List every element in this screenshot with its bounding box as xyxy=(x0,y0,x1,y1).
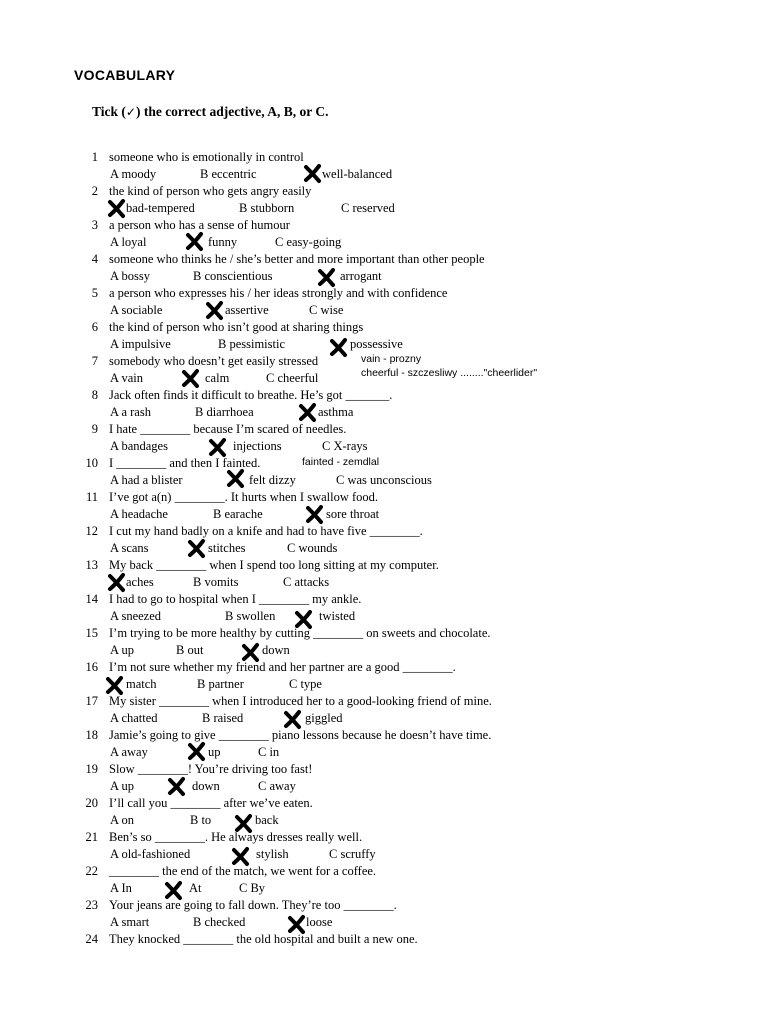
option-a[interactable]: A had a blister xyxy=(110,473,183,487)
option-a[interactable]: A scans xyxy=(110,541,149,555)
cross-mark-icon xyxy=(190,541,203,556)
question-number: 6 xyxy=(91,320,98,334)
option-b[interactable]: stylish xyxy=(256,847,289,861)
cross-mark-icon xyxy=(237,816,250,831)
question-text: I had to go to hospital when I ________ my ankle. xyxy=(109,592,362,606)
option-b[interactable]: B partner xyxy=(197,677,244,691)
option-c[interactable]: C cheerful xyxy=(266,371,319,385)
question-number: 13 xyxy=(85,558,98,572)
option-b[interactable]: B conscientious xyxy=(193,269,273,283)
cross-mark-icon xyxy=(110,575,123,590)
cross-mark-icon xyxy=(290,917,303,932)
option-a[interactable]: A up xyxy=(110,779,134,793)
option-b[interactable]: B eccentric xyxy=(200,167,257,181)
question-text: someone who is emotionally in control xyxy=(109,150,304,164)
option-b[interactable]: B checked xyxy=(193,915,246,929)
cross-mark-icon xyxy=(301,405,314,420)
question-number: 3 xyxy=(91,218,98,232)
option-b[interactable]: At xyxy=(189,881,202,895)
cross-mark-icon xyxy=(170,779,183,794)
cross-mark-icon xyxy=(234,849,247,864)
option-c[interactable]: C easy-going xyxy=(275,235,342,249)
note-fainted: fainted - zemdlal xyxy=(302,456,380,468)
option-b[interactable]: stitches xyxy=(208,541,246,555)
option-c[interactable]: possessive xyxy=(350,337,403,351)
cross-mark-icon xyxy=(167,883,180,898)
cross-mark-icon xyxy=(184,371,197,386)
cross-mark-icon xyxy=(190,744,203,759)
option-b[interactable]: B stubborn xyxy=(239,201,295,215)
option-b[interactable]: funny xyxy=(208,235,238,249)
cross-mark-icon xyxy=(286,712,299,727)
option-c[interactable]: C wounds xyxy=(287,541,338,555)
option-c[interactable]: giggled xyxy=(305,711,343,725)
option-c[interactable]: sore throat xyxy=(326,507,380,521)
question-number: 23 xyxy=(85,898,98,912)
question-number: 12 xyxy=(85,524,98,538)
option-c[interactable]: C reserved xyxy=(341,201,395,215)
option-a[interactable]: A smart xyxy=(110,915,150,929)
question-text: I cut my hand badly on a knife and had to have five ________. xyxy=(109,524,423,538)
option-c[interactable]: C type xyxy=(289,677,322,691)
option-a[interactable]: A bossy xyxy=(110,269,150,283)
question-number: 14 xyxy=(85,592,98,606)
question-text: the kind of person who isn’t good at sharing things xyxy=(109,320,364,334)
option-a[interactable]: A moody xyxy=(110,167,157,181)
option-b[interactable]: B to xyxy=(190,813,212,827)
option-b[interactable]: B vomits xyxy=(193,575,239,589)
option-b[interactable]: felt dizzy xyxy=(249,473,296,487)
option-a[interactable]: A on xyxy=(110,813,134,827)
question-text: Your jeans are going to fall down. They’re too ________. xyxy=(109,898,397,912)
question-number: 18 xyxy=(85,728,98,742)
option-a[interactable]: A bandages xyxy=(110,439,168,453)
option-c[interactable]: C By xyxy=(239,881,266,895)
question-text: My sister ________ when I introduced her to a good-looking friend of mine. xyxy=(109,694,492,708)
option-a[interactable]: A sneezed xyxy=(110,609,162,623)
question-number: 17 xyxy=(85,694,98,708)
option-a[interactable]: A old-fashioned xyxy=(110,847,191,861)
option-b[interactable]: injections xyxy=(233,439,282,453)
option-b[interactable]: B raised xyxy=(202,711,244,725)
option-b[interactable]: B pessimistic xyxy=(218,337,286,351)
option-a[interactable]: A In xyxy=(110,881,132,895)
option-b[interactable]: down xyxy=(192,779,220,793)
question-text: a person who has a sense of humour xyxy=(109,218,290,232)
question-text: I ________ and then I fainted. xyxy=(109,456,261,470)
option-a[interactable]: A chatted xyxy=(110,711,158,725)
cross-mark-icon xyxy=(208,303,221,318)
question-text: My back ________ when I spend too long sitting at my computer. xyxy=(109,558,439,572)
question-text: Jack often finds it difficult to breathe. He’s got _______. xyxy=(109,388,393,402)
cross-mark-icon xyxy=(244,645,257,660)
question-text: a person who expresses his / her ideas strongly and with confidence xyxy=(109,286,448,300)
option-c[interactable]: C in xyxy=(258,745,280,759)
question-text: somebody who doesn’t get easily stressed xyxy=(109,354,319,368)
option-c[interactable]: C wise xyxy=(309,303,344,317)
cross-mark-icon xyxy=(308,507,321,522)
cross-mark-icon xyxy=(229,471,242,486)
option-b[interactable]: B swollen xyxy=(225,609,276,623)
cross-mark-icon xyxy=(108,678,121,693)
option-a[interactable]: bad-tempered xyxy=(126,201,195,215)
question-number: 22 xyxy=(85,864,98,878)
note-vain: vain - prozny xyxy=(361,353,422,365)
question-number: 21 xyxy=(85,830,98,844)
page-heading: VOCABULARY xyxy=(74,67,176,83)
option-c[interactable]: asthma xyxy=(318,405,354,419)
option-b[interactable]: B diarrhoea xyxy=(195,405,254,419)
option-a[interactable]: A up xyxy=(110,643,134,657)
option-a[interactable]: A away xyxy=(110,745,148,759)
question-number: 4 xyxy=(91,252,98,266)
question-text: Jamie’s going to give ________ piano lessons because he doesn’t have time. xyxy=(109,728,492,742)
question-number: 24 xyxy=(85,932,98,946)
option-b[interactable]: up xyxy=(208,745,221,759)
note-cheerful: cheerful - szczesliwy ........"cheerlider" xyxy=(361,367,538,379)
option-c[interactable]: C was unconscious xyxy=(336,473,432,487)
cross-mark-icon xyxy=(332,340,345,355)
question-text: Slow ________! You’re driving too fast! xyxy=(109,762,313,776)
option-c[interactable]: C X-rays xyxy=(322,439,368,453)
option-b[interactable]: assertive xyxy=(225,303,269,317)
cross-mark-icon xyxy=(320,270,333,285)
question-number: 5 xyxy=(91,286,98,300)
option-b[interactable]: B earache xyxy=(213,507,263,521)
question-number: 9 xyxy=(91,422,98,436)
question-text: They knocked ________ the old hospital and built a new one. xyxy=(109,932,418,946)
question-text: I’ve got a(n) ________. It hurts when I swallow food. xyxy=(109,490,379,504)
cross-mark-icon xyxy=(211,440,224,455)
question-text: the kind of person who gets angry easily xyxy=(109,184,312,198)
question-number: 19 xyxy=(85,762,98,776)
option-b[interactable]: calm xyxy=(205,371,230,385)
option-a[interactable]: match xyxy=(126,677,157,691)
question-number: 7 xyxy=(91,354,98,368)
option-a[interactable]: A loyal xyxy=(110,235,147,249)
option-c[interactable]: loose xyxy=(306,915,333,929)
question-number: 10 xyxy=(85,456,98,470)
question-text: I hate ________ because I’m scared of needles. xyxy=(109,422,347,436)
option-c[interactable]: twisted xyxy=(319,609,356,623)
cross-mark-icon xyxy=(306,166,319,181)
question-number: 11 xyxy=(85,490,98,504)
question-text: someone who thinks he / she’s better and more important than other people xyxy=(109,252,485,266)
option-c[interactable]: C scruffy xyxy=(329,847,376,861)
cross-mark-icon xyxy=(110,201,123,216)
question-number: 15 xyxy=(85,626,98,640)
question-number: 20 xyxy=(85,796,98,810)
question-text: ________ the end of the match, we went for a coffee. xyxy=(109,864,377,878)
question-text: I’ll call you ________ after we’ve eaten. xyxy=(109,796,313,810)
option-c[interactable]: arrogant xyxy=(340,269,382,283)
option-c[interactable]: down xyxy=(262,643,290,657)
tick-icon: ✓ xyxy=(125,105,136,119)
option-a[interactable]: aches xyxy=(126,575,154,589)
question-number: 16 xyxy=(85,660,98,674)
option-a[interactable]: A impulsive xyxy=(110,337,171,351)
question-text: I’m not sure whether my friend and her partner are a good ________. xyxy=(109,660,456,674)
question-text: I’m trying to be more healthy by cutting ________ on sweets and chocolate. xyxy=(109,626,491,640)
cross-mark-icon xyxy=(297,612,310,627)
option-c[interactable]: well-balanced xyxy=(322,167,393,181)
option-a[interactable]: A sociable xyxy=(110,303,163,317)
option-c[interactable]: back xyxy=(255,813,279,827)
option-c[interactable]: C attacks xyxy=(283,575,330,589)
question-number: 8 xyxy=(91,388,98,402)
instruction: Tick (✓) the correct adjective, A, B, or C. xyxy=(92,104,329,119)
option-a[interactable]: A a rash xyxy=(110,405,151,419)
question-text: Ben’s so ________. He always dresses really well. xyxy=(109,830,363,844)
question-number: 2 xyxy=(91,184,98,198)
option-a[interactable]: A vain xyxy=(110,371,143,385)
option-a[interactable]: A headache xyxy=(110,507,168,521)
option-b[interactable]: B out xyxy=(176,643,204,657)
question-number: 1 xyxy=(91,150,98,164)
option-c[interactable]: C away xyxy=(258,779,296,793)
cross-mark-icon xyxy=(188,234,201,249)
